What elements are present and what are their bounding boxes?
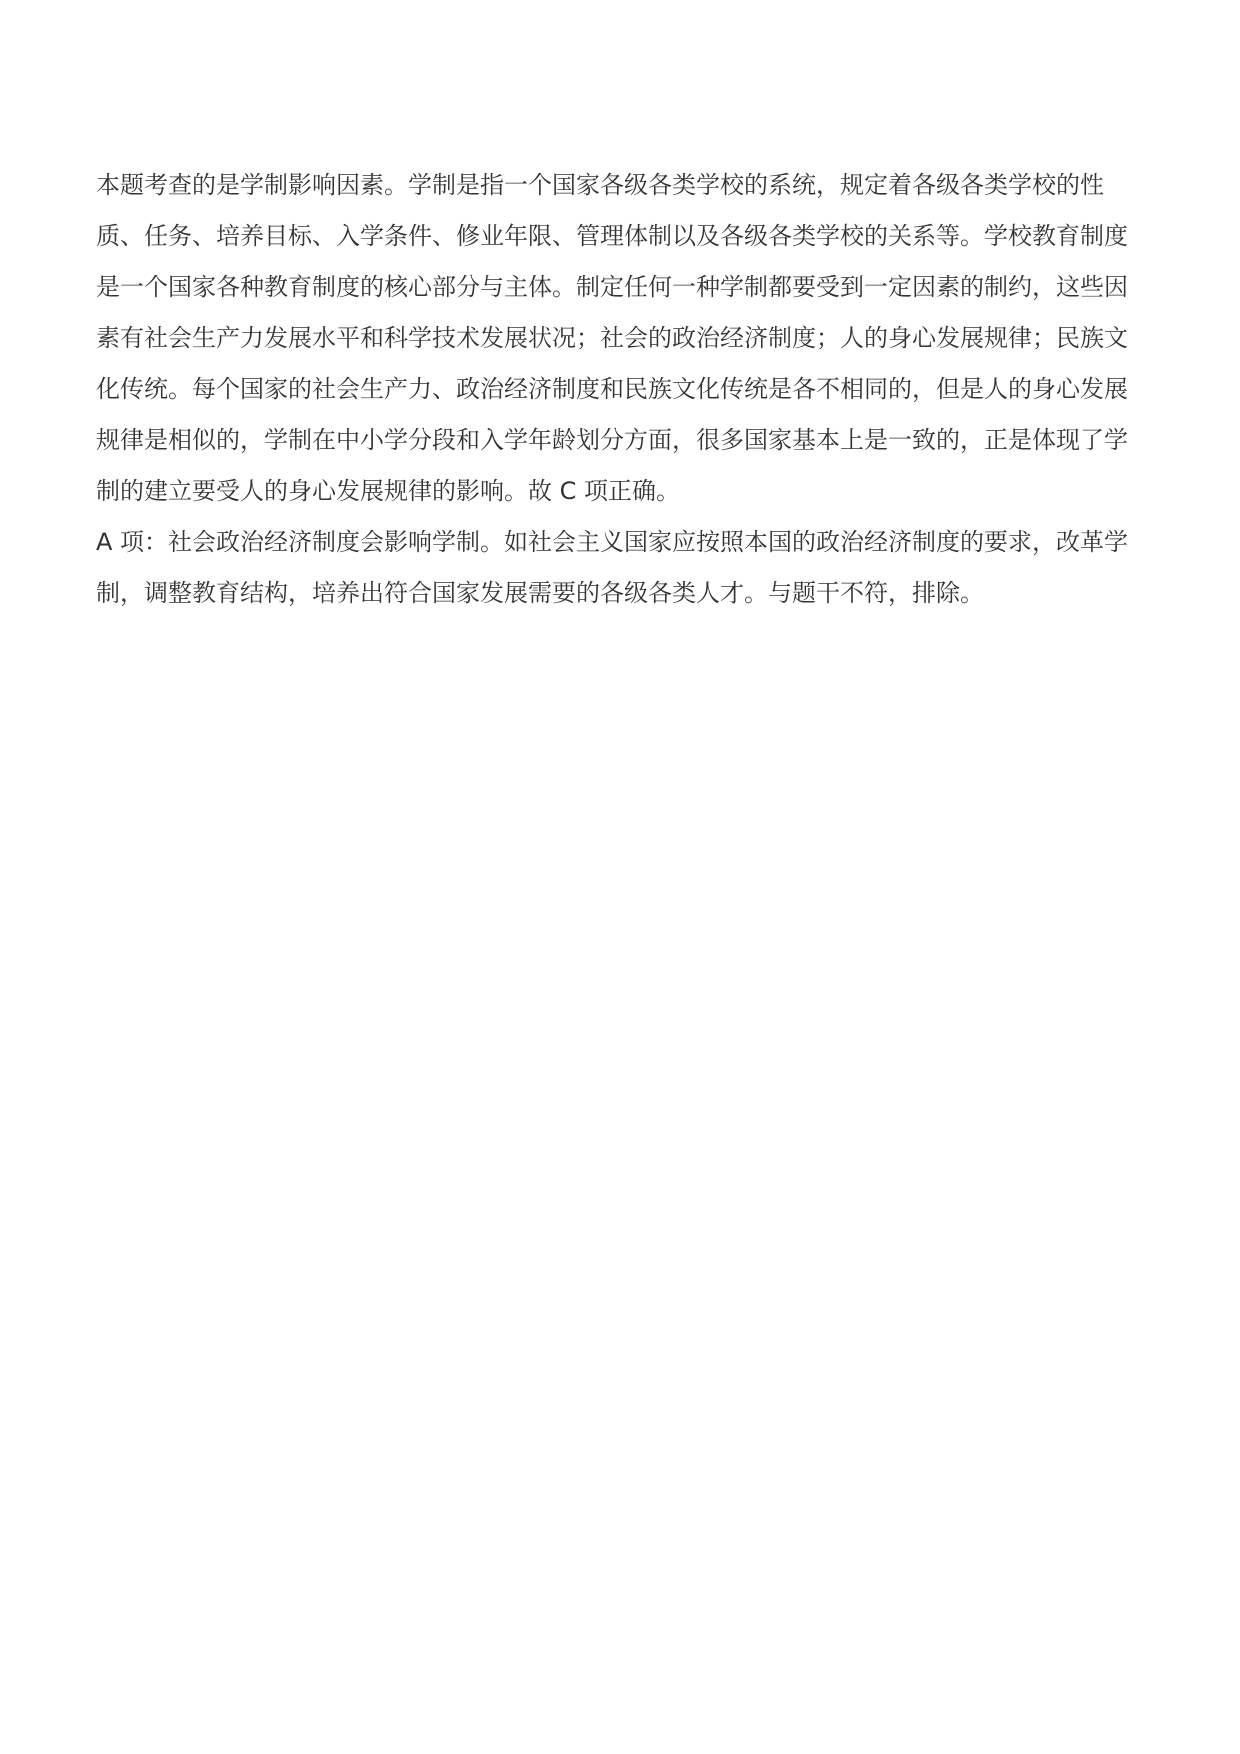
analysis-paragraph: 本题考查的是学制影响因素。学制是指一个国家各级各类学校的系统，规定着各级各类学校的性质、任务、培养目标、入学条件、修业年限、管理体制以及各级各类学校的关系等。学校教育制度是一个国家各种教育制度的核心部分与主体。制定任何一种学制都要受到一定因素的制约，这些因素有社会生产力发展水平和科学技术发展状况；社会的政治经济制度；人的身心发展规律；民族文化传统。每个国家的社会生产力、政治经济制度和民族文化传统是各不相同的，但是人的身心发展规律是相似的，学制在中小学分段和入学年龄划分方面，很多国家基本上是一致的，正是体现了学制的建立要受人的身心发展规律的影响。故 C 项正确。 (96, 171, 1128, 505)
option-a-paragraph: A 项：社会政治经济制度会影响学制。如社会主义国家应按照本国的政治经济制度的要求，改革学制，调整教育结构，培养出符合国家发展需要的各级各类人才。与题干不符，排除。 (96, 528, 1129, 607)
document-content (96, 160, 1146, 619)
